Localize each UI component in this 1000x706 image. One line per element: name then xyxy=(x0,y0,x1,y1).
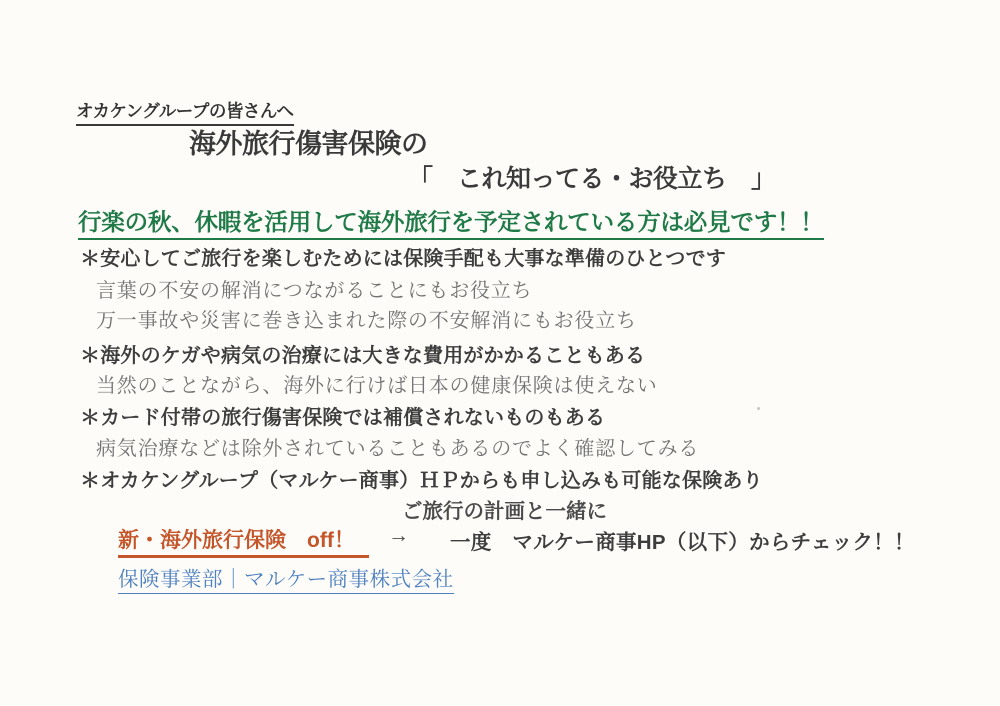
scan-artifact-speck xyxy=(757,407,760,410)
bullet-point: ＊安心してご旅行を楽しむためには保険手配も大事な準備のひとつです xyxy=(80,248,726,270)
salutation-heading: オカケングループの皆さんへ xyxy=(76,98,294,126)
insurance-division-link[interactable]: 保険事業部｜マルケー商事株式会社 xyxy=(118,562,454,594)
page-title: 海外旅行傷害保険の xyxy=(189,129,428,159)
bullet-subline: 言葉の不安の解消につながることにもお役立ち xyxy=(96,280,533,302)
arrow-glyph: → xyxy=(388,524,409,547)
cta-instruction: 一度 マルケー商事HP（以下）からチェック！！ xyxy=(450,531,915,554)
bullet-point: ＊海外のケガや病気の治療には大きな費用がかかることもある xyxy=(80,345,646,367)
bullet-point: ＊カード付帯の旅行傷害保険では補償されないものもある xyxy=(80,407,606,429)
page-subtitle: 「 これ知ってる・お役立ち 」 xyxy=(408,165,776,193)
bullet-subline: 病気治療などは除外されていることもあるのでよく確認してみる xyxy=(96,438,700,460)
green-headline: 行楽の秋、休暇を活用して海外旅行を予定されている方は必見です！！ xyxy=(78,203,824,240)
product-name-highlight: 新・海外旅行保険 off！ xyxy=(118,524,369,558)
bullet-subline: 当然のことながら、海外に行けば日本の健康保険は使えない xyxy=(96,375,658,397)
bullet-subline: 万一事故や災害に巻き込まれた際の不安解消にもお役立ち xyxy=(96,310,637,332)
center-note: ご旅行の計画と一緒に xyxy=(402,500,607,523)
bullet-point: ＊オカケングループ（マルケー商事）ＨＰからも申し込みも可能な保険あり xyxy=(80,470,763,492)
